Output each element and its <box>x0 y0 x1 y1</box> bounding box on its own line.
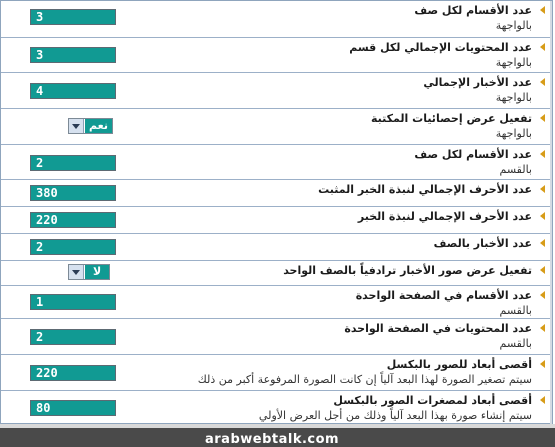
bullet-arrow-icon <box>540 239 545 247</box>
setting-title: عدد الأخبار الإجمالي <box>423 76 532 89</box>
setting-title: أقصى أبعاد لمصغرات الصور بالبكسل <box>333 394 532 407</box>
setting-title: عدد الأخبار بالصف <box>433 237 532 250</box>
bullet-arrow-icon <box>540 6 545 14</box>
max-image-size-input[interactable] <box>30 365 116 381</box>
setting-note: بالواجهة <box>495 19 532 32</box>
bullet-arrow-icon <box>540 396 545 404</box>
bullet-arrow-icon <box>540 266 545 274</box>
setting-note: بالقسم <box>499 163 532 176</box>
max-thumbnail-size-input[interactable] <box>30 400 116 416</box>
setting-title: تفعيل عرض إحصائيات المكتبة <box>370 112 532 125</box>
setting-title: عدد الأقسام لكل صف <box>414 4 532 17</box>
news-per-row-input[interactable] <box>30 239 116 255</box>
setting-note: سيتم إنشاء صورة بهذا البعد آلياً وذلك من أجل العرض الأولي <box>258 409 532 422</box>
setting-note: بالواجهة <box>495 91 532 104</box>
settings-row <box>1 109 552 145</box>
setting-title: عدد المحتويات في الصفحة الواحدة <box>344 322 532 335</box>
settings-row <box>1 286 552 319</box>
total-news-input[interactable] <box>30 83 116 99</box>
setting-title: أقصى أبعاد للصور بالبكسل <box>386 358 532 371</box>
setting-title: عدد الأقسام في الصفحة الواحدة <box>355 289 532 302</box>
library-stats-select[interactable] <box>68 118 113 134</box>
setting-note: بالواجهة <box>495 56 532 69</box>
bullet-arrow-icon <box>540 212 545 220</box>
setting-title: تفعيل عرض صور الأخبار ترادفياً بالصف الواحد <box>283 264 532 277</box>
settings-row <box>1 180 552 207</box>
bullet-arrow-icon <box>540 291 545 299</box>
settings-row <box>1 319 552 355</box>
dropdown-button[interactable] <box>69 119 84 133</box>
selected-option: نعم <box>85 119 112 133</box>
site-watermark: arabwebtalk.com <box>205 432 340 447</box>
sections-per-page-input[interactable] <box>30 294 116 310</box>
setting-title: عدد المحتويات الإجمالي لكل قسم <box>349 41 532 54</box>
bullet-arrow-icon <box>540 43 545 51</box>
bullet-arrow-icon <box>540 185 545 193</box>
news-chars-input[interactable] <box>30 212 116 228</box>
settings-row <box>1 207 552 234</box>
bullet-arrow-icon <box>540 78 545 86</box>
settings-row <box>1 1 552 38</box>
dropdown-button[interactable] <box>69 265 84 279</box>
setting-title: عدد الأحرف الإجمالي لنبذة الخبر <box>357 210 532 223</box>
settings-row <box>1 145 552 180</box>
sections-per-row-section-input[interactable] <box>30 155 116 171</box>
footer-bar <box>0 424 555 447</box>
news-images-select[interactable] <box>68 264 110 280</box>
bullet-arrow-icon <box>540 324 545 332</box>
bullet-arrow-icon <box>540 360 545 368</box>
contents-per-page-input[interactable] <box>30 329 116 345</box>
setting-title: عدد الأحرف الإجمالي لنبذة الخبر المثبت <box>318 183 532 196</box>
setting-note: بالواجهة <box>495 127 532 140</box>
setting-note: بالقسم <box>499 337 532 350</box>
chevron-down-icon <box>72 270 80 275</box>
setting-title: عدد الأقسام لكل صف <box>414 148 532 161</box>
settings-row <box>1 391 552 425</box>
pinned-news-chars-input[interactable] <box>30 185 116 201</box>
contents-per-section-input[interactable] <box>30 47 116 63</box>
chevron-down-icon <box>72 124 80 129</box>
bullet-arrow-icon <box>540 150 545 158</box>
settings-row <box>1 73 552 109</box>
settings-row <box>1 355 552 391</box>
scrollbar[interactable] <box>550 1 552 425</box>
settings-row <box>1 38 552 73</box>
setting-note: بالقسم <box>499 304 532 317</box>
setting-note: سيتم تصغير الصورة لهذا البعد آلياً إن كانت الصورة المرفوعة أكبر من ذلك <box>197 373 532 386</box>
bullet-arrow-icon <box>540 114 545 122</box>
settings-row <box>1 234 552 261</box>
settings-row <box>1 261 552 286</box>
sections-per-row-input[interactable] <box>30 9 116 25</box>
selected-option: لا <box>85 265 109 279</box>
